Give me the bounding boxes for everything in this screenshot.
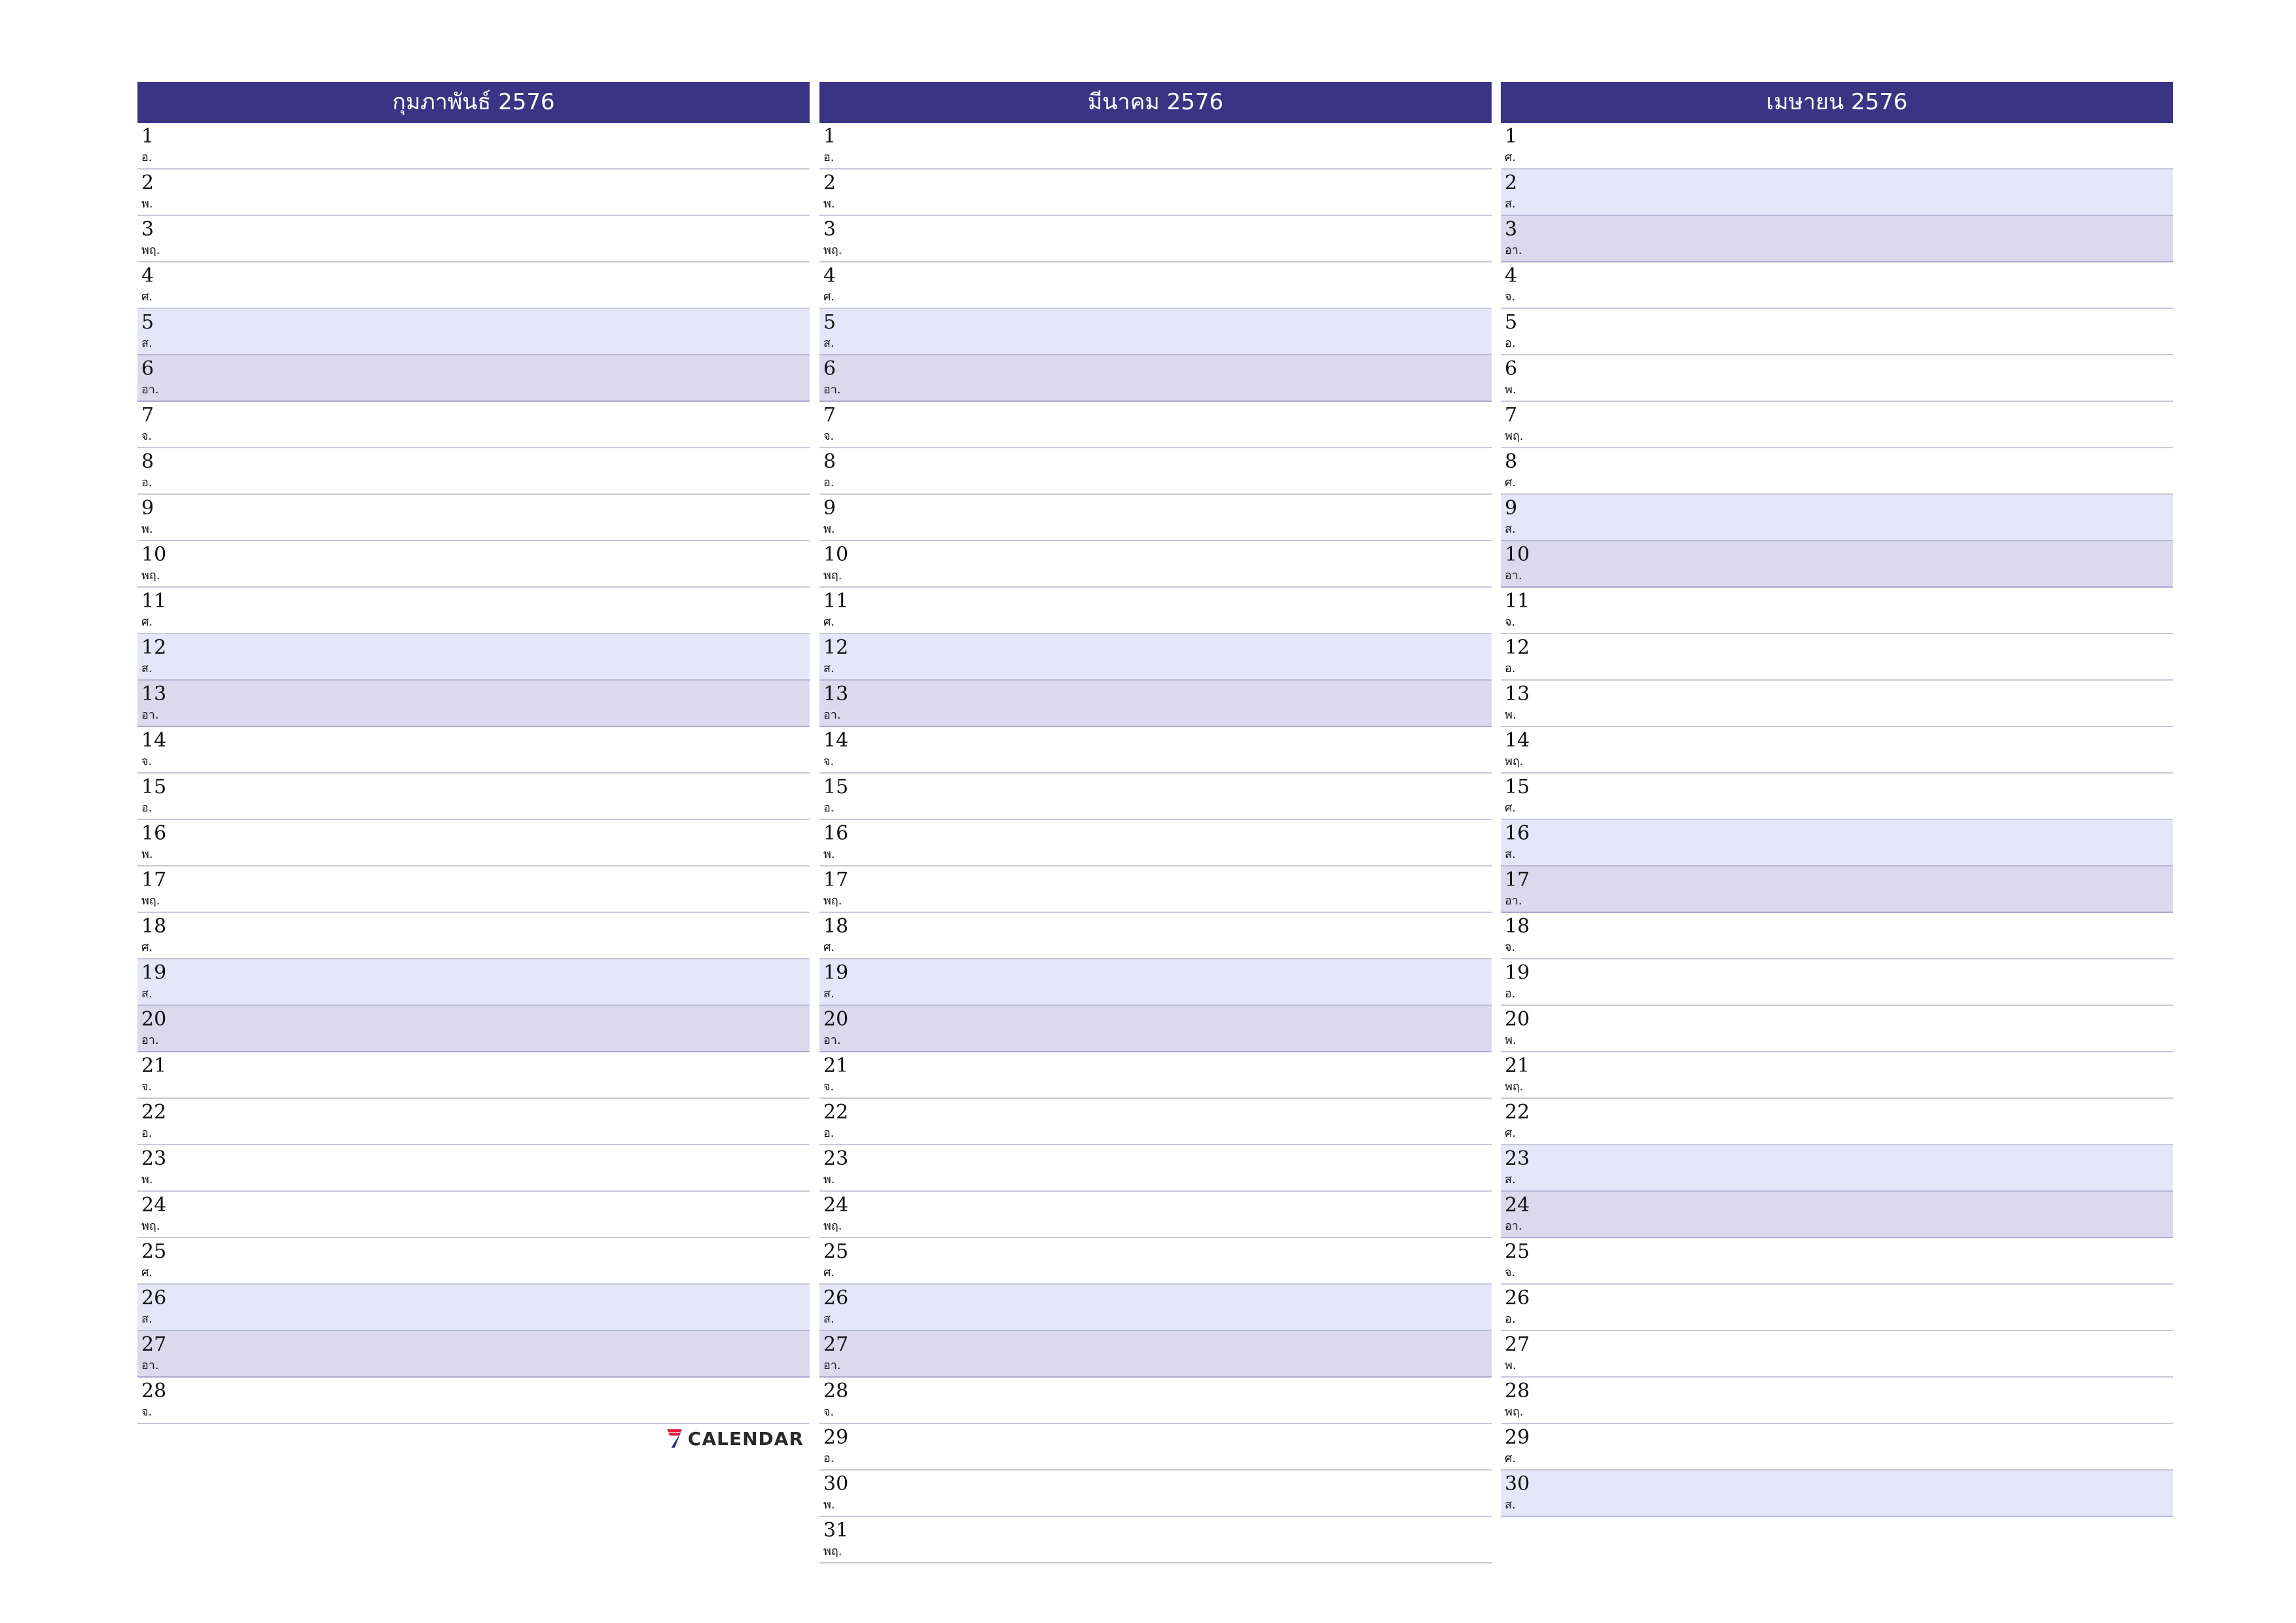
day-number: 11 xyxy=(823,590,849,613)
day-row[interactable] xyxy=(819,727,1492,774)
day-row[interactable] xyxy=(1501,727,2173,774)
day-number: 16 xyxy=(141,822,167,845)
day-number: 11 xyxy=(141,590,167,613)
day-number: 26 xyxy=(141,1287,167,1310)
day-row[interactable] xyxy=(819,1006,1492,1052)
day-row[interactable] xyxy=(819,262,1492,309)
day-number: 30 xyxy=(1505,1472,1530,1495)
day-row[interactable] xyxy=(819,1471,1492,1517)
day-row[interactable] xyxy=(1501,1238,2173,1285)
day-number: 4 xyxy=(1505,264,1518,287)
day-number: 27 xyxy=(823,1333,849,1356)
day-row[interactable] xyxy=(137,1285,810,1331)
weekday-abbr: จ. xyxy=(141,1080,152,1094)
day-number: 15 xyxy=(141,776,167,798)
day-number: 29 xyxy=(1505,1426,1530,1449)
day-row[interactable] xyxy=(819,681,1492,727)
weekday-abbr: อ. xyxy=(141,151,152,164)
day-number: 6 xyxy=(141,357,154,380)
day-number: 10 xyxy=(823,543,849,566)
day-row[interactable] xyxy=(1501,1192,2173,1238)
weekday-abbr: อ. xyxy=(823,1452,834,1465)
weekday-abbr: พ. xyxy=(823,1498,835,1512)
calendar-logo[interactable] xyxy=(666,1419,804,1458)
weekday-abbr: อ. xyxy=(1505,987,1516,1001)
day-number: 1 xyxy=(1505,125,1518,148)
weekday-abbr: ส. xyxy=(1505,1173,1516,1186)
weekday-abbr: ส. xyxy=(823,662,834,675)
day-number: 17 xyxy=(1505,868,1530,891)
weekday-abbr: ศ. xyxy=(823,940,835,954)
day-number: 2 xyxy=(823,171,836,194)
weekday-abbr: พ. xyxy=(1505,1359,1516,1372)
day-number: 28 xyxy=(141,1380,167,1402)
day-row[interactable] xyxy=(1501,123,2173,169)
weekday-abbr: พฤ. xyxy=(823,569,842,582)
weekday-abbr: อ. xyxy=(141,1126,152,1140)
day-row[interactable] xyxy=(1501,309,2173,355)
day-number: 8 xyxy=(1505,450,1518,473)
day-row[interactable] xyxy=(819,1285,1492,1331)
weekday-abbr: อ. xyxy=(141,801,152,815)
day-row[interactable] xyxy=(137,1052,810,1099)
day-row[interactable] xyxy=(137,959,810,1006)
day-row[interactable] xyxy=(137,588,810,634)
day-row[interactable] xyxy=(137,1145,810,1192)
day-row[interactable] xyxy=(819,1099,1492,1145)
weekday-abbr: ศ. xyxy=(823,1266,835,1279)
weekday-abbr: จ. xyxy=(823,1405,834,1419)
day-number: 24 xyxy=(823,1194,849,1217)
day-number: 3 xyxy=(141,218,154,241)
weekday-abbr: ศ. xyxy=(141,1266,153,1279)
day-row[interactable] xyxy=(1501,169,2173,216)
day-number: 5 xyxy=(1505,311,1518,334)
weekday-abbr: จ. xyxy=(141,755,152,768)
weekday-abbr: ศ. xyxy=(1505,1126,1516,1140)
weekday-abbr: อา. xyxy=(141,383,159,397)
month-header: เมษายน 2576 xyxy=(1501,82,2173,123)
weekday-abbr: พ. xyxy=(141,522,153,536)
day-number: 16 xyxy=(1505,822,1530,845)
day-row[interactable] xyxy=(137,1192,810,1238)
weekday-abbr: อา. xyxy=(823,1359,841,1372)
day-number: 27 xyxy=(1505,1333,1530,1356)
day-number: 23 xyxy=(141,1147,167,1170)
day-row[interactable] xyxy=(819,820,1492,866)
day-number: 17 xyxy=(823,868,849,891)
month-column-february xyxy=(137,82,810,1424)
day-row[interactable] xyxy=(819,448,1492,495)
weekday-abbr: ศ. xyxy=(141,940,153,954)
day-row[interactable] xyxy=(137,1099,810,1145)
day-number: 15 xyxy=(823,776,849,798)
day-row[interactable] xyxy=(819,123,1492,169)
day-number: 30 xyxy=(823,1472,849,1495)
day-list xyxy=(137,123,810,1424)
weekday-abbr: ส. xyxy=(1505,1498,1516,1512)
day-number: 4 xyxy=(141,264,154,287)
day-row[interactable] xyxy=(137,820,810,866)
weekday-abbr: พ. xyxy=(1505,1033,1516,1047)
day-row[interactable] xyxy=(1501,588,2173,634)
day-number: 18 xyxy=(823,915,849,938)
day-number: 24 xyxy=(1505,1194,1530,1217)
day-row[interactable] xyxy=(819,1145,1492,1192)
day-number: 18 xyxy=(141,915,167,938)
day-row[interactable] xyxy=(819,1517,1492,1563)
weekday-abbr: พ. xyxy=(823,522,835,536)
day-row[interactable] xyxy=(137,634,810,681)
day-number: 6 xyxy=(823,357,836,380)
day-number: 23 xyxy=(1505,1147,1530,1170)
day-row[interactable] xyxy=(1501,634,2173,681)
day-number: 25 xyxy=(1505,1240,1530,1263)
month-header: มีนาคม 2576 xyxy=(819,82,1492,123)
day-row[interactable] xyxy=(137,402,810,448)
day-number: 21 xyxy=(823,1054,849,1077)
weekday-abbr: พ. xyxy=(823,1173,835,1186)
day-row[interactable] xyxy=(1501,1471,2173,1517)
day-row[interactable] xyxy=(1501,1331,2173,1378)
day-row[interactable] xyxy=(137,448,810,495)
day-number: 19 xyxy=(1505,961,1530,984)
day-number: 28 xyxy=(823,1380,849,1402)
day-row[interactable] xyxy=(1501,1285,2173,1331)
weekday-abbr: ศ. xyxy=(1505,476,1516,490)
day-number: 13 xyxy=(1505,683,1530,705)
day-row[interactable] xyxy=(137,727,810,774)
month-column-march xyxy=(819,82,1492,1563)
seven-logo-icon xyxy=(666,1420,683,1457)
day-number: 3 xyxy=(1505,218,1518,241)
day-row[interactable] xyxy=(819,169,1492,216)
weekday-abbr: อา. xyxy=(1505,1219,1522,1233)
day-row[interactable] xyxy=(137,1238,810,1285)
weekday-abbr: ส. xyxy=(141,662,152,675)
weekday-abbr: อา. xyxy=(1505,569,1522,582)
day-number: 5 xyxy=(141,311,154,334)
day-number: 13 xyxy=(141,683,167,705)
day-number: 26 xyxy=(1505,1287,1530,1310)
day-row[interactable] xyxy=(1501,216,2173,262)
weekday-abbr: จ. xyxy=(1505,615,1516,629)
day-row[interactable] xyxy=(1501,1378,2173,1424)
day-row[interactable] xyxy=(137,216,810,262)
day-row[interactable] xyxy=(819,913,1492,959)
day-number: 8 xyxy=(823,450,836,473)
day-row[interactable] xyxy=(1501,402,2173,448)
day-number: 29 xyxy=(823,1426,849,1449)
day-number: 7 xyxy=(141,404,154,427)
weekday-abbr: พฤ. xyxy=(1505,1080,1524,1094)
weekday-abbr: พฤ. xyxy=(141,894,160,908)
day-row[interactable] xyxy=(137,123,810,169)
weekday-abbr: อา. xyxy=(1505,243,1522,257)
weekday-abbr: พฤ. xyxy=(141,1219,160,1233)
day-number: 20 xyxy=(141,1008,167,1031)
day-row[interactable] xyxy=(1501,913,2173,959)
weekday-abbr: อ. xyxy=(823,151,834,164)
weekday-abbr: พ. xyxy=(141,197,153,211)
day-row[interactable] xyxy=(1501,355,2173,402)
day-row[interactable] xyxy=(1501,262,2173,309)
month-column-april xyxy=(1501,82,2173,1517)
weekday-abbr: จ. xyxy=(823,1080,834,1094)
day-row[interactable] xyxy=(1501,681,2173,727)
weekday-abbr: อ. xyxy=(1505,1312,1516,1326)
day-number: 15 xyxy=(1505,776,1530,798)
day-row[interactable] xyxy=(137,355,810,402)
weekday-abbr: จ. xyxy=(141,1405,152,1419)
day-number: 9 xyxy=(141,497,154,520)
day-row[interactable] xyxy=(819,634,1492,681)
day-row[interactable] xyxy=(819,1424,1492,1471)
weekday-abbr: จ. xyxy=(1505,1266,1516,1279)
day-number: 19 xyxy=(141,961,167,984)
weekday-abbr: อา. xyxy=(823,383,841,397)
weekday-abbr: ศ. xyxy=(1505,1452,1516,1465)
day-row[interactable] xyxy=(819,541,1492,588)
day-row[interactable] xyxy=(137,309,810,355)
day-number: 5 xyxy=(823,311,836,334)
weekday-abbr: พ. xyxy=(823,847,835,861)
day-number: 22 xyxy=(823,1101,849,1124)
weekday-abbr: พฤ. xyxy=(823,243,842,257)
weekday-abbr: อ. xyxy=(1505,336,1516,350)
day-number: 26 xyxy=(823,1287,849,1310)
day-number: 14 xyxy=(1505,729,1530,752)
weekday-abbr: อ. xyxy=(823,476,834,490)
day-number: 14 xyxy=(823,729,849,752)
weekday-abbr: จ. xyxy=(823,429,834,443)
weekday-abbr: อา. xyxy=(141,708,159,722)
weekday-abbr: ศ. xyxy=(141,290,153,304)
day-row[interactable] xyxy=(819,1052,1492,1099)
day-number: 21 xyxy=(1505,1054,1530,1077)
weekday-abbr: อา. xyxy=(141,1033,159,1047)
weekday-abbr: อ. xyxy=(1505,662,1516,675)
day-row[interactable] xyxy=(137,913,810,959)
weekday-abbr: จ. xyxy=(1505,290,1516,304)
day-number: 9 xyxy=(1505,497,1518,520)
day-list xyxy=(819,123,1492,1563)
day-number: 6 xyxy=(1505,357,1518,380)
day-number: 11 xyxy=(1505,590,1530,613)
day-row[interactable] xyxy=(1501,448,2173,495)
day-number: 20 xyxy=(1505,1008,1530,1031)
weekday-abbr: พฤ. xyxy=(1505,755,1524,768)
month-header: กุมภาพันธ์ 2576 xyxy=(137,82,810,123)
day-number: 8 xyxy=(141,450,154,473)
weekday-abbr: ส. xyxy=(1505,197,1516,211)
day-row[interactable] xyxy=(1501,1006,2173,1052)
day-row[interactable] xyxy=(819,216,1492,262)
day-number: 23 xyxy=(823,1147,849,1170)
day-row[interactable] xyxy=(819,774,1492,820)
day-number: 7 xyxy=(1505,404,1518,427)
day-row[interactable] xyxy=(1501,541,2173,588)
day-number: 16 xyxy=(823,822,849,845)
weekday-abbr: อ. xyxy=(141,476,152,490)
weekday-abbr: พ. xyxy=(823,197,835,211)
weekday-abbr: อ. xyxy=(823,801,834,815)
day-number: 10 xyxy=(141,543,167,566)
day-number: 12 xyxy=(823,636,849,659)
day-number: 17 xyxy=(141,868,167,891)
day-number: 9 xyxy=(823,497,836,520)
weekday-abbr: พฤ. xyxy=(823,1219,842,1233)
weekday-abbr: ศ. xyxy=(1505,801,1516,815)
day-row[interactable] xyxy=(819,402,1492,448)
day-number: 4 xyxy=(823,264,836,287)
day-number: 31 xyxy=(823,1519,849,1542)
weekday-abbr: อา. xyxy=(823,708,841,722)
weekday-abbr: พ. xyxy=(141,1173,153,1186)
day-row[interactable] xyxy=(1501,820,2173,866)
day-row[interactable] xyxy=(819,495,1492,541)
day-number: 14 xyxy=(141,729,167,752)
day-row[interactable] xyxy=(137,169,810,216)
day-number: 13 xyxy=(823,683,849,705)
day-number: 28 xyxy=(1505,1380,1530,1402)
weekday-abbr: อา. xyxy=(823,1033,841,1047)
logo-text: CALENDAR xyxy=(687,1427,804,1450)
day-row[interactable] xyxy=(1501,959,2173,1006)
day-number: 19 xyxy=(823,961,849,984)
day-row[interactable] xyxy=(819,866,1492,913)
day-row[interactable] xyxy=(137,1331,810,1378)
weekday-abbr: ส. xyxy=(1505,847,1516,861)
day-number: 20 xyxy=(823,1008,849,1031)
day-number: 2 xyxy=(1505,171,1518,194)
weekday-abbr: ศ. xyxy=(823,615,835,629)
day-number: 24 xyxy=(141,1194,167,1217)
day-row[interactable] xyxy=(1501,866,2173,913)
weekday-abbr: ศ. xyxy=(141,615,153,629)
day-row[interactable] xyxy=(137,1378,810,1424)
day-number: 18 xyxy=(1505,915,1530,938)
day-row[interactable] xyxy=(137,1006,810,1052)
day-row[interactable] xyxy=(819,1378,1492,1424)
weekday-abbr: พฤ. xyxy=(823,1544,842,1558)
day-number: 1 xyxy=(141,125,154,148)
weekday-abbr: อา. xyxy=(141,1359,159,1372)
day-row[interactable] xyxy=(137,774,810,820)
weekday-abbr: ส. xyxy=(823,987,834,1001)
day-number: 21 xyxy=(141,1054,167,1077)
weekday-abbr: พฤ. xyxy=(141,569,160,582)
day-number: 1 xyxy=(823,125,836,148)
day-row[interactable] xyxy=(1501,1424,2173,1471)
day-row[interactable] xyxy=(1501,495,2173,541)
day-row[interactable] xyxy=(137,541,810,588)
day-number: 12 xyxy=(1505,636,1530,659)
day-number: 7 xyxy=(823,404,836,427)
weekday-abbr: พฤ. xyxy=(823,894,842,908)
day-row[interactable] xyxy=(819,959,1492,1006)
weekday-abbr: พฤ. xyxy=(1505,429,1524,443)
weekday-abbr: ส. xyxy=(141,336,152,350)
day-row[interactable] xyxy=(137,495,810,541)
day-row[interactable] xyxy=(137,262,810,309)
weekday-abbr: อา. xyxy=(1505,894,1522,908)
day-row[interactable] xyxy=(1501,1099,2173,1145)
day-number: 22 xyxy=(1505,1101,1530,1124)
day-row[interactable] xyxy=(1501,774,2173,820)
day-row[interactable] xyxy=(819,1331,1492,1378)
weekday-abbr: ส. xyxy=(823,336,834,350)
day-number: 3 xyxy=(823,218,836,241)
weekday-abbr: อ. xyxy=(823,1126,834,1140)
day-number: 2 xyxy=(141,171,154,194)
day-row[interactable] xyxy=(819,588,1492,634)
day-row[interactable] xyxy=(819,355,1492,402)
weekday-abbr: พ. xyxy=(1505,708,1516,722)
day-row[interactable] xyxy=(137,866,810,913)
day-row[interactable] xyxy=(819,1238,1492,1285)
day-row[interactable] xyxy=(1501,1052,2173,1099)
weekday-abbr: พฤ. xyxy=(1505,1405,1524,1419)
weekday-abbr: ส. xyxy=(823,1312,834,1326)
weekday-abbr: ส. xyxy=(141,1312,152,1326)
day-row[interactable] xyxy=(137,681,810,727)
day-number: 25 xyxy=(141,1240,167,1263)
day-number: 22 xyxy=(141,1101,167,1124)
weekday-abbr: ศ. xyxy=(823,290,835,304)
weekday-abbr: ส. xyxy=(1505,522,1516,536)
weekday-abbr: ส. xyxy=(141,987,152,1001)
weekday-abbr: ศ. xyxy=(1505,151,1516,164)
day-number: 10 xyxy=(1505,543,1530,566)
day-number: 25 xyxy=(823,1240,849,1263)
weekday-abbr: พ. xyxy=(141,847,153,861)
day-number: 27 xyxy=(141,1333,167,1356)
day-list xyxy=(1501,123,2173,1517)
weekday-abbr: พฤ. xyxy=(141,243,160,257)
day-row[interactable] xyxy=(819,309,1492,355)
weekday-abbr: จ. xyxy=(1505,940,1516,954)
weekday-abbr: พ. xyxy=(1505,383,1516,397)
weekday-abbr: จ. xyxy=(823,755,834,768)
day-number: 12 xyxy=(141,636,167,659)
weekday-abbr: จ. xyxy=(141,429,152,443)
day-row[interactable] xyxy=(1501,1145,2173,1192)
day-row[interactable] xyxy=(819,1192,1492,1238)
